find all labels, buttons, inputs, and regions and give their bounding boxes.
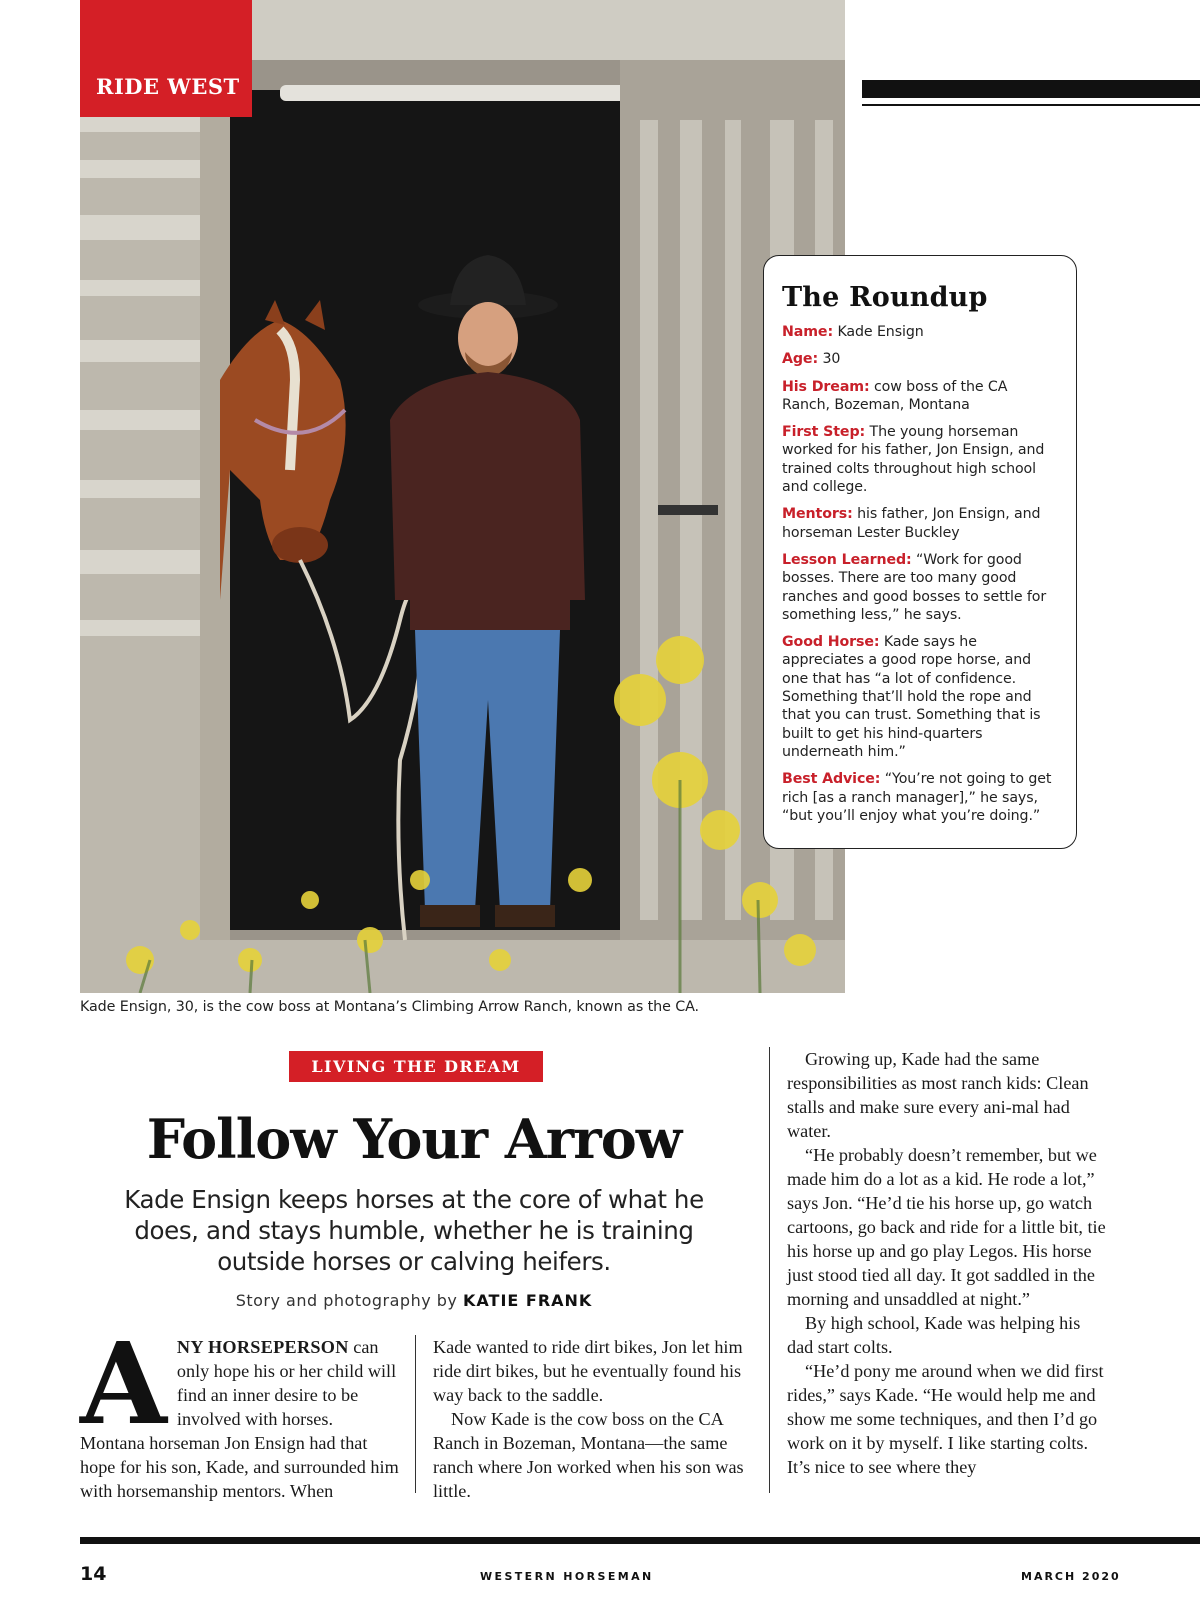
sidebar-item [782, 770, 1058, 825]
sidebar-item [782, 551, 1058, 624]
sidebar-item-label: Age: [782, 351, 819, 368]
body-paragraph: “He’d pony me around when we did first rides,” says Kade. “He would help me and show me some techniques, and then I’d go work on it by myself. I like starting colts. It’s nice to see where they [787, 1361, 1104, 1477]
sidebar-item-label: Name: [782, 324, 834, 340]
article-headline: Follow Your Arrow [146, 1107, 682, 1171]
header-rule-thin [862, 104, 1200, 106]
sidebar-item-text: The young horseman worked for his father, Jon Ensign, and trained colts throughout high school and college. [782, 424, 1045, 496]
byline-author: KATIE FRANK [462, 1291, 593, 1310]
photo-caption: Kade Ensign, 30, is the cow boss at Montana’s Climbing Arrow Ranch, known as the CA. [80, 999, 699, 1015]
sidebar-item-label: His Dream: [782, 378, 870, 395]
body-paragraph: By high school, Kade was helping his dad start colts. [787, 1313, 1081, 1357]
sidebar-item [782, 505, 1058, 542]
issue-date: MARCH 2020 [1021, 1570, 1121, 1583]
byline-prefix: Story and photography by [235, 1291, 458, 1310]
sidebar-item-label: Lesson Learned: [782, 551, 912, 568]
roundup-sidebar [763, 255, 1077, 849]
page-number: 14 [80, 1563, 107, 1585]
body-column-3 [787, 1047, 1109, 1479]
sidebar-item [782, 633, 1058, 761]
article-byline [80, 1291, 748, 1310]
body-text: can only hope his or her child will find an inner desire to be involved with horses. Montana horseman Jon Ensign had that hope for his son, Kade, and surrounded him with horsemanship mentors. When [80, 1337, 399, 1501]
sidebar-item-label: First Step: [782, 424, 866, 441]
sidebar-item-text: “Work for good bosses. There are too many good ranches and good bosses to settle for something less,” he says. [782, 551, 1047, 623]
sidebar-item-text: Kade Ensign [837, 324, 924, 340]
body-column-2 [433, 1335, 753, 1503]
body-paragraph: Kade wanted to ride dirt bikes, Jon let him ride dirt bikes, but he eventually found his way back to the saddle. [433, 1337, 743, 1405]
body-paragraph: Growing up, Kade had the same responsibilities as most ranch kids: Clean stalls and make sure every ani-mal had water. [787, 1049, 1089, 1141]
lead-in: NY HORSEPERSON [176, 1337, 349, 1357]
article-kicker: LIVING THE DREAM [289, 1051, 543, 1082]
sidebar-item-text: “You’re not going to get rich [as a ranch manager],” he says, “but you’ll enjoy what you’re doing.” [782, 771, 1052, 824]
body-paragraph: “He probably doesn’t remember, but we made him do a lot as a kid. He rode a lot,” says Jon. “He’d tie his horse up, go watch cartoons, go back and ride for a little bit, tie his horse up and go play Legos. His horse just stood tied all day. It got saddled in the morning and unsaddled at night.” [787, 1145, 1106, 1309]
drop-cap: A [80, 1319, 167, 1450]
sidebar-item-text: his father, Jon Ensign, and horseman Lester Buckley [782, 506, 1041, 541]
body-paragraph: Now Kade is the cow boss on the CA Ranch in Bozeman, Montana—the same ranch where Jon worked when his son was little. [433, 1409, 744, 1501]
barn-horse-cowboy-illustration [80, 0, 845, 993]
section-tag [80, 0, 252, 117]
sidebar-item [782, 378, 1058, 415]
header-rule-thick [862, 80, 1200, 98]
sidebar-item-label: Good Horse: [782, 634, 880, 651]
sidebar-item-label: Best Advice: [782, 771, 881, 788]
sidebar-item-text: Kade says he appreciates a good rope horse, and one that has “a lot of confidence. Something that’ll hold the rope and that you can trust. Something that is built to get his hind-quarters underneath him.” [782, 634, 1041, 760]
sidebar-item-label: Mentors: [782, 506, 853, 523]
article-deck: Kade Ensign keeps horses at the core of what he does, and stays humble, whether he is training outside horses or calving heifers. [124, 1185, 704, 1276]
column-divider [415, 1335, 416, 1493]
footer-rule [80, 1537, 1200, 1544]
sidebar-title: The Roundup [782, 282, 988, 313]
body-column-1 [80, 1319, 400, 1503]
column-divider [769, 1047, 770, 1493]
sidebar-item-text: 30 [822, 351, 841, 368]
sidebar-item [782, 323, 1058, 341]
publication-name: WESTERN HORSEMAN [480, 1570, 654, 1583]
cover-photo [80, 0, 845, 993]
section-tag-label: RIDE WEST [96, 74, 240, 99]
sidebar-item [782, 350, 1058, 368]
sidebar-item [782, 423, 1058, 496]
sidebar-item-text: cow boss of the CA Ranch, Bozeman, Montana [782, 378, 1008, 413]
